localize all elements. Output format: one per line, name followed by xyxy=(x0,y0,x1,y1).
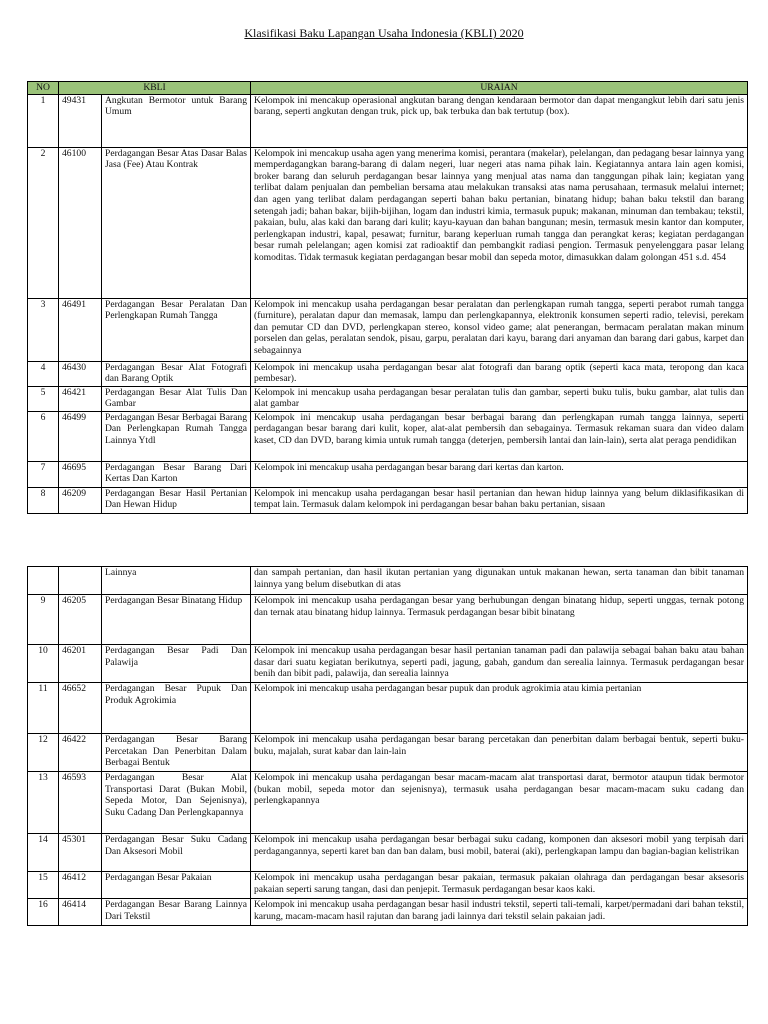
row-code: 46209 xyxy=(59,487,102,513)
row-desc: Kelompok ini mencakup usaha perdagangan besar peralatan tulis dan gambar, seperti buku tulis, buku gambar, alat tulis dan alat gambar xyxy=(251,386,748,411)
row-no: 9 xyxy=(28,595,59,645)
table-row xyxy=(28,683,748,734)
row-no: 10 xyxy=(28,645,59,683)
header-kbli: KBLI xyxy=(59,82,251,95)
table-row xyxy=(28,298,748,361)
row-no: 1 xyxy=(28,94,59,147)
table-row xyxy=(28,595,748,645)
table-row xyxy=(28,772,748,834)
table-row-continuation xyxy=(28,567,748,595)
row-code: 45301 xyxy=(59,834,102,872)
table-row xyxy=(28,386,748,411)
row-code: 46205 xyxy=(59,595,102,645)
row-code: 46422 xyxy=(59,734,102,772)
row-name: Perdagangan Besar Padi Dan Palawija xyxy=(102,645,251,683)
row-desc: Kelompok ini mencakup usaha perdagangan besar hasil industri tekstil, seperti tali-temali, karpet/permadani dari bahan tekstil, karung, macam-macam hasil rajutan dan barang jadi lainnya dari tekstil selain pakaian jadi. xyxy=(251,899,748,926)
table-row xyxy=(28,872,748,899)
row-code: 46414 xyxy=(59,899,102,926)
row-code: 46201 xyxy=(59,645,102,683)
table-header-row xyxy=(28,82,748,95)
row-desc: Kelompok ini mencakup usaha perdagangan besar pakaian, termasuk pakaian olahraga dan perdagangan besar aksesoris pakaian seperti sarung tangan, dasi dan penjepit. Termasuk perdagangan besar kaos kaki. xyxy=(251,872,748,899)
row-no: 6 xyxy=(28,411,59,461)
row-no: 5 xyxy=(28,386,59,411)
row-desc: Kelompok ini mencakup usaha perdagangan besar hasil pertanian dan hewan hidup lainnya yang belum diklasifikasikan di tempat lain. Termasuk dalam kelompok ini perdagangan besar bahan baku pertanian, sisaan xyxy=(251,487,748,513)
row-desc: Kelompok ini mencakup usaha perdagangan besar berbagai suku cadang, komponen dan aksesori mobil yang terpisah dari perdagangannya, seperti karet ban dan ban dalam, busi mobil, baterai (aki), perlengkapan lampu dan bagian-bagian kelistrikan xyxy=(251,834,748,872)
row-code: 49431 xyxy=(59,94,102,147)
row-code: 46421 xyxy=(59,386,102,411)
row-name: Perdagangan Besar Pakaian xyxy=(102,872,251,899)
row-code: 46491 xyxy=(59,298,102,361)
table-row xyxy=(28,94,748,147)
table-row xyxy=(28,461,748,487)
row-no xyxy=(28,567,59,595)
table-row xyxy=(28,899,748,926)
row-no: 2 xyxy=(28,147,59,298)
row-desc: Kelompok ini mencakup usaha perdagangan besar barang dari kertas dan karton. xyxy=(251,461,748,487)
row-code: 46499 xyxy=(59,411,102,461)
row-name: Perdagangan Besar Alat Transportasi Darat (Bukan Mobil, Sepeda Motor, Dan Sejenisnya), Suku Cadang Dan Perlengkapannya xyxy=(102,772,251,834)
table-row xyxy=(28,361,748,386)
row-no: 13 xyxy=(28,772,59,834)
row-no: 15 xyxy=(28,872,59,899)
row-desc: Kelompok ini mencakup usaha agen yang menerima komisi, perantara (makelar), pelelangan, dan pedagang besar lainnya yang memperdagangkan barang-barang di dalam negeri, luar negeri atas nama pihak lain. Kegiatannya antara lain agen komisi, broker barang dan seluruh perdagangan besar lainnya yang menjual atas nama dan tanggungan pihak lain; kegiatan yang terlibat dalam penjualan dan pembelian bersama atau melakukan transaksi atas nama perusahaan, termasuk melalui internet; dan agen yang terlibat dalam perdagangan seperti bahan baku pertanian, binatang hidup; bahan baku tekstil dan barang setengah jadi; bahan bakar, bijih-bijihan, logam dan industri kimia, termasuk pupuk; makanan, minuman dan tembakau; tekstil, pakaian, bulu, alas kaki dan barang dari kulit; kayu-kayuan dan bahan bangunan; mesin, termasuk mesin kantor dan komputer, perlengkapan industri, kapal, pesawat; furnitur, barang keperluan rumah tangga dan perangkat keras; kegiatan perdagangan besar rumah pelelangan; agen komisi zat radioaktif dan pembangkit radiasi pengion. Termasuk penyelenggara pasar lelang komoditas. Tidak termasuk kegiatan perdagangan besar mobil dan sepeda motor, dimasukkan dalam golongan 451 s.d. 454 xyxy=(251,147,748,298)
row-code: 46430 xyxy=(59,361,102,386)
table-row xyxy=(28,834,748,872)
row-code: 46412 xyxy=(59,872,102,899)
row-name: Perdagangan Besar Hasil Pertanian Dan Hewan Hidup xyxy=(102,487,251,513)
row-desc: Kelompok ini mencakup usaha perdagangan besar hasil pertanian tanaman padi dan palawija sebagai bahan baku atau bahan dasar dari suatu kegiatan berikutnya, seperti padi, jagung, gabah, gandum dan serealia lainnya. Termasuk perdagangan besar benih dan bibit padi, palawija, dan serealia lainnya xyxy=(251,645,748,683)
row-no: 16 xyxy=(28,899,59,926)
row-desc: Kelompok ini mencakup usaha perdagangan besar berbagai barang dan perlengkapan rumah tangga lainnya, seperti perdagangan besar barang dari kulit, koper, alat-alat pembersih dan sebagainya. Termasuk rekaman suara dan video dalam kaset, CD dan DVD, barang kimia untuk rumah tangga (deterjen, pembersih lantai dan lain-lain), serta alat peraga pendidikan xyxy=(251,411,748,461)
row-no: 11 xyxy=(28,683,59,734)
row-code: 46695 xyxy=(59,461,102,487)
row-name: Perdagangan Besar Suku Cadang Dan Aksesori Mobil xyxy=(102,834,251,872)
row-desc: Kelompok ini mencakup usaha perdagangan besar peralatan dan perlengkapan rumah tangga, seperti perabot rumah tangga (furniture), peralatan dapur dan memasak, lampu dan perlengkapannya, elektronik konsumen seperti radio, televisi, perekam dan pemutar CD dan DVD, perlengkapan stereo, konsol video game; alat penerangan, bermacam peralatan makan minum porselen dan gelas, peralatan sendok, pisau, garpu, peralatan dari kayu, barang dari anyaman dan barang dari gabus, karpet dan sebagainnya xyxy=(251,298,748,361)
row-no: 4 xyxy=(28,361,59,386)
row-code: 46652 xyxy=(59,683,102,734)
row-name: Angkutan Bermotor untuk Barang Umum xyxy=(102,94,251,147)
row-no: 3 xyxy=(28,298,59,361)
row-no: 8 xyxy=(28,487,59,513)
row-no: 14 xyxy=(28,834,59,872)
row-name: Perdagangan Besar Binatang Hidup xyxy=(102,595,251,645)
row-code: 46100 xyxy=(59,147,102,298)
table-row xyxy=(28,411,748,461)
kbli-table-part-2 xyxy=(27,566,748,926)
row-code: 46593 xyxy=(59,772,102,834)
header-no: NO xyxy=(28,82,59,95)
row-name: Lainnya xyxy=(102,567,251,595)
row-name: Perdagangan Besar Berbagai Barang Dan Perlengkapan Rumah Tangga Lainnya Ytdl xyxy=(102,411,251,461)
row-name: Perdagangan Besar Peralatan Dan Perlengkapan Rumah Tangga xyxy=(102,298,251,361)
row-desc: Kelompok ini mencakup usaha perdagangan besar macam-macam alat transportasi darat, bermotor ataupun tidak bermotor (bukan mobil, sepeda motor dan sejenisnya), termasuk usaha perdagangan besar macam-macam suku cadang dan perlengkapannya xyxy=(251,772,748,834)
row-no: 7 xyxy=(28,461,59,487)
row-desc: Kelompok ini mencakup usaha perdagangan besar yang berhubungan dengan binatang hidup, seperti unggas, ternak potong dan ternak atau binatang hidup lainnya. Termasuk perdagangan besar bibit binatang xyxy=(251,595,748,645)
header-uraian: URAIAN xyxy=(251,82,748,95)
row-name: Perdagangan Besar Barang Percetakan Dan Penerbitan Dalam Berbagai Bentuk xyxy=(102,734,251,772)
row-name: Perdagangan Besar Barang Dari Kertas Dan Karton xyxy=(102,461,251,487)
row-desc: Kelompok ini mencakup operasional angkutan barang dengan kendaraan bermotor dan dapat mengangkut lebih dari satu jenis barang, seperti angkutan dengan truk, pick up, bak terbuka dan bak tertutup (box). xyxy=(251,94,748,147)
table-row xyxy=(28,147,748,298)
row-desc: Kelompok ini mencakup usaha perdagangan besar pupuk dan produk agrokimia atau kimia pertanian xyxy=(251,683,748,734)
document-title: Klasifikasi Baku Lapangan Usaha Indonesia (KBLI) 2020 xyxy=(244,26,524,40)
kbli-table-part-1 xyxy=(27,81,748,514)
row-no: 12 xyxy=(28,734,59,772)
row-name: Perdagangan Besar Alat Tulis Dan Gambar xyxy=(102,386,251,411)
table-row xyxy=(28,645,748,683)
row-desc: dan sampah pertanian, dan hasil ikutan pertanian yang digunakan untuk makanan hewan, serta tanaman dan bibit tanaman lainnya yang belum disebutkan di atas xyxy=(251,567,748,595)
row-desc: Kelompok ini mencakup usaha perdagangan besar barang percetakan dan penerbitan dalam berbagai bentuk, seperti buku-buku, majalah, surat kabar dan lain-lain xyxy=(251,734,748,772)
row-name: Perdagangan Besar Atas Dasar Balas Jasa (Fee) Atau Kontrak xyxy=(102,147,251,298)
row-name: Perdagangan Besar Barang Lainnya Dari Tekstil xyxy=(102,899,251,926)
table-row xyxy=(28,487,748,513)
row-name: Perdagangan Besar Pupuk Dan Produk Agrokimia xyxy=(102,683,251,734)
row-code xyxy=(59,567,102,595)
row-name: Perdagangan Besar Alat Fotografi dan Barang Optik xyxy=(102,361,251,386)
row-desc: Kelompok ini mencakup usaha perdagangan besar alat fotografi dan barang optik (seperti kaca mata, teropong dan kaca pembesar). xyxy=(251,361,748,386)
table-row xyxy=(28,734,748,772)
